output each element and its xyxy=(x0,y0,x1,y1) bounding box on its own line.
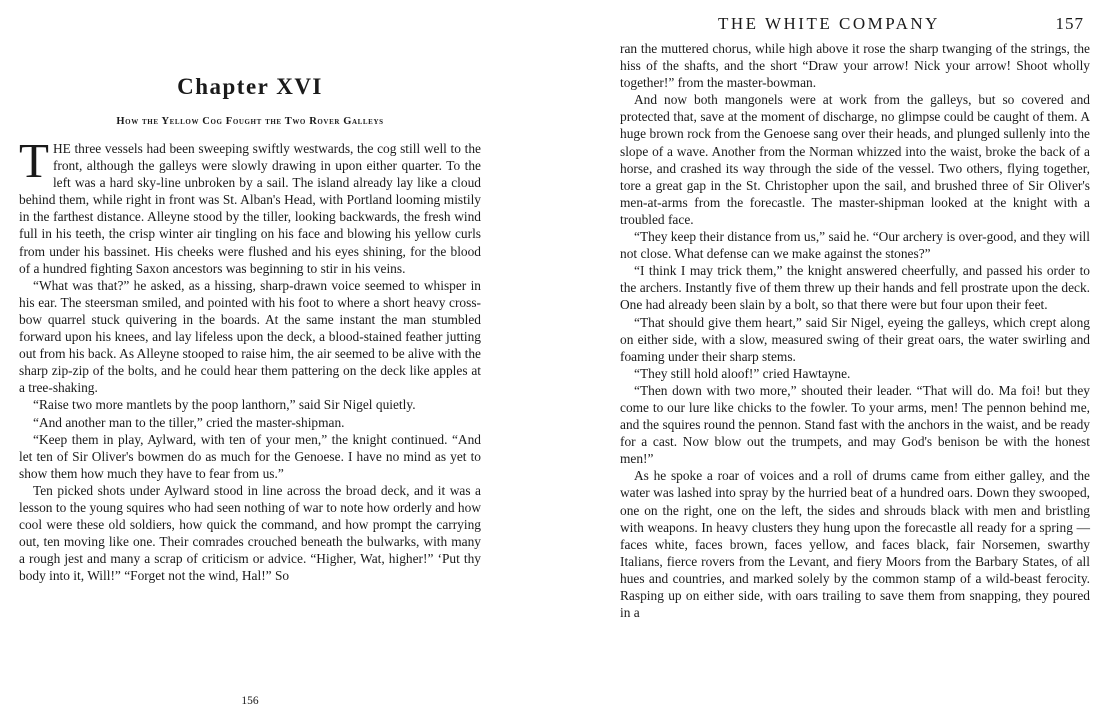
paragraph: “They still hold aloof!” cried Hawtayne. xyxy=(634,365,851,381)
paragraph: “They keep their distance from us,” said he. “Our archery is over-good, and they will not close. What defense can we make against the stones?” xyxy=(620,229,1090,262)
chapter-subtitle: How the Yellow Cog Fought the Two Rover Galleys xyxy=(116,116,384,127)
chapter-title: Chapter XVI xyxy=(177,74,323,99)
paragraph: “Then down with two more,” shouted their leader. “That will do. Ma foi! but they come to our lure like chicks to the fowler. To your arms, men! The pennon behind me, and the squires round the pennon. Stand fast with the anchors in the waist, and be ready for a cast. Now blow out the trumpets, and may God's benison be with the honest men!” xyxy=(620,382,1090,467)
page-number: 157 xyxy=(1055,14,1084,33)
left-body-text xyxy=(19,133,481,584)
paragraph: “What was that?” he asked, as a hissing, sharp-drawn voice seemed to whisper in his ear. The steersman smiled, and pointed with his foot to where a short heavy cross-bow quarrel stuck quivering in the boards. At the same instant the man stumbled forward upon his knees, and lay lifeless upon the deck, a blood-stained feather jutting out from his back. As Alleyne stooped to raise him, the air seemed to be alive with the sharp zip-zip of the bolts, and he could hear them pattering on the deck like apples at a tree-shaking. xyxy=(19,277,481,396)
running-head-title: THE WHITE COMPANY xyxy=(718,14,940,33)
drop-cap: T xyxy=(19,133,49,188)
page-number: 156 xyxy=(241,695,259,707)
paragraph xyxy=(19,133,481,277)
paragraph: And now both mangonels were at work from the galleys, but so covered and protected that, save at the moment of discharge, no glimpse could be caught of them. A huge brown rock from the Genoese sang over their heads, and plunged sullenly into the slope of a wave. Another from the Norman whizzed into the waist, broke the back of a horse, and crashed its way through the side of the vessel. Two others, flying together, tore a great gap in the St. Christopher upon the sail, and brushed three of Sir Oliver's men-at-arms from the forecastle. The master-shipman looked at the knight with a troubled face. xyxy=(620,92,1090,227)
paragraph-text: HE three vessels had been sweeping swiftly westwards, the cog still well to the front, although the galleys were slowly drawing in upon either quarter. To the left was a hard sky-line unbroken by a sail. The island already lay like a cloud behind them, while right in front was St. Alban's Head, with Portland looming mistily in the farthest distance. Alleyne stood by the tiller, looking backwards, the fresh wind full in his teeth, the crisp winter air tingling on his face and blowing his yellow curls from under his bassinet. His cheeks were flushed and his eyes shining, for the blood of a hundred fighting Saxon ancestors was beginning to stir in his veins. xyxy=(19,141,481,276)
right-page xyxy=(560,0,1100,718)
paragraph: Ten picked shots under Aylward stood in line across the broad deck, and it was a lesson to the young squires who had seen nothing of war to note how orderly and how cool were these old soldiers, how quick the command, and how prompt the carrying out, ten moving like one. Their comrades crouched beneath the bulwarks, with many a rough jest and many a scrap of criticism or advice. “Higher, Wat, higher!” ‘Put thy body into it, Will!” “Forget not the wind, Hal!” So xyxy=(19,482,481,584)
paragraph: “Raise two more mantlets by the poop lanthorn,” said Sir Nigel quietly. xyxy=(33,397,416,413)
right-body-text xyxy=(620,40,1090,621)
paragraph: “And another man to the tiller,” cried the master-shipman. xyxy=(33,414,345,430)
paragraph: “That should give them heart,” said Sir Nigel, eyeing the galleys, which crept along on either side, with a slow, measured swing of their great oars, the water swirling and foaming under their sharp stems. xyxy=(620,314,1090,364)
left-page xyxy=(0,0,500,718)
paragraph: As he spoke a roar of voices and a roll of drums came from either galley, and the water was lashed into spray by the hurried beat of a hundred oars. Down they swooped, one on the right, one on the left, the sides and shrouds black with men and bristling with weapons. In heavy clusters they hung upon the forecastle all ready for a spring — faces white, faces brown, faces yellow, and faces black, fair Norsemen, swarthy Italians, fierce rovers from the Levant, and fiery Moors from the Barbary States, of all hues and countries, and marked solely by the common stamp of a wild-beast ferocity. Rasping up on either side, with oars trailing to save them from snapping, they poured in a xyxy=(620,468,1090,621)
paragraph: “Keep them in play, Aylward, with ten of your men,” the knight continued. “And let ten of Sir Oliver's bowmen do as much for the Genoese. I have no mind as yet to show them how much they have to fear from us.” xyxy=(19,431,481,481)
paragraph: ran the muttered chorus, while high above it rose the sharp twanging of the strings, the hiss of the shafts, and the short “Draw your arrow! Nick your arrow! Shoot wholly together!” from the master-bowman. xyxy=(620,41,1090,91)
paragraph: “I think I may trick them,” the knight answered cheerfully, and passed his order to the archers. Instantly five of them threw up their hands and fell prostrate upon the deck. One had already been slain by a bolt, so that there were but four upon their feet. xyxy=(620,263,1090,313)
